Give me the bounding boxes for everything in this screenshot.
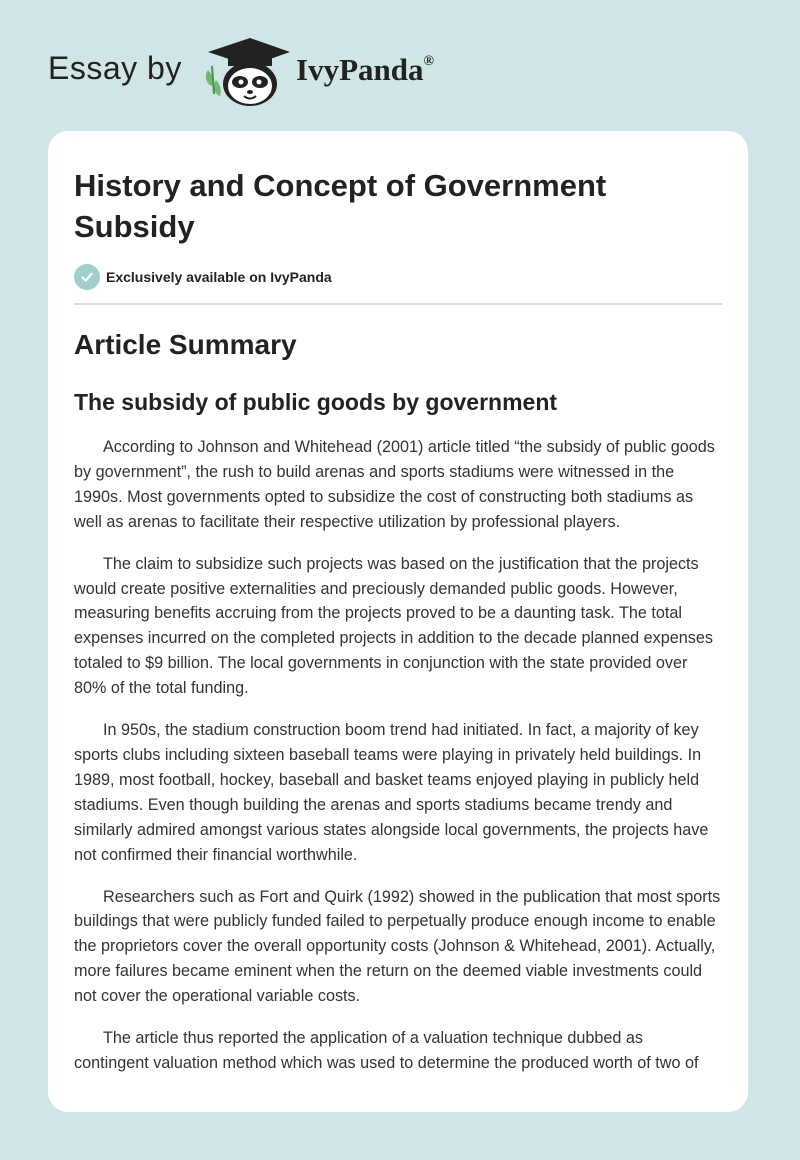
summary-heading: Article Summary — [74, 329, 297, 360]
check-circle-icon — [74, 264, 100, 290]
paragraph: Researchers such as Fort and Quirk (1992) showed in the publication that most sports buildings that were publicly funded failed to perpetually produce enough income to enable the proprietors cover the overall opportunity costs (Johnson & Whitehead, 2001). Actually, more failures became eminent when the return on the deemed viable investments could not cover the operational variable costs. — [74, 887, 721, 1006]
site-header — [0, 0, 800, 120]
paragraph: In 950s, the stadium construction boom trend had initiated. In fact, a majority of key sports clubs including sixteen baseball teams were playing in privately held buildings. In 1989, most football, hockey, baseball and basket teams enjoyed playing in publicly held stadiums. Even though building the arenas and sports stadiums became trendy and similarly admired amongst various states alongside local governments, the projects have not confirmed their financial worthwhile. — [74, 721, 709, 864]
registered-mark: ® — [423, 53, 434, 69]
section-heading: The subsidy of public goods by government — [74, 389, 558, 415]
article-card — [48, 131, 748, 1112]
paragraph: The claim to subsidize such projects was based on the justification that the projects would create positive externalities and preciously demanded public goods. However, measuring benefits accruing from the projects proved to be a daunting task. The total expenses incurred on the completed projects in addition to the decade planned expenses totaled to $9 billion. The local governments in conjunction with the state provided over 80% of the total funding. — [74, 554, 713, 698]
divider — [74, 303, 722, 305]
paragraph: The article thus reported the application of a valuation technique dubbed as contingent valuation method which was used to determine the produced worth of two of — [74, 1029, 699, 1072]
paragraph: According to Johnson and Whitehead (2001) article titled “the subsidy of public goods by government”, the rush to build arenas and sports stadiums were witnessed in the 1990s. Most governments opted to subsidize the cost of constructing both stadiums as well as arenas to facilitate their respective utilization by professional players. — [74, 438, 715, 531]
panda-logo-icon[interactable] — [200, 36, 292, 108]
brand-name[interactable] — [296, 52, 434, 88]
badge-label: Exclusively available on IvyPanda — [106, 269, 332, 285]
article-body — [74, 435, 722, 1093]
brand-text: IvyPanda — [296, 52, 424, 87]
page-title: History and Concept of Government Subsidy — [74, 168, 607, 244]
essay-by-text: Essay by — [48, 50, 182, 86]
exclusive-badge — [74, 264, 332, 290]
